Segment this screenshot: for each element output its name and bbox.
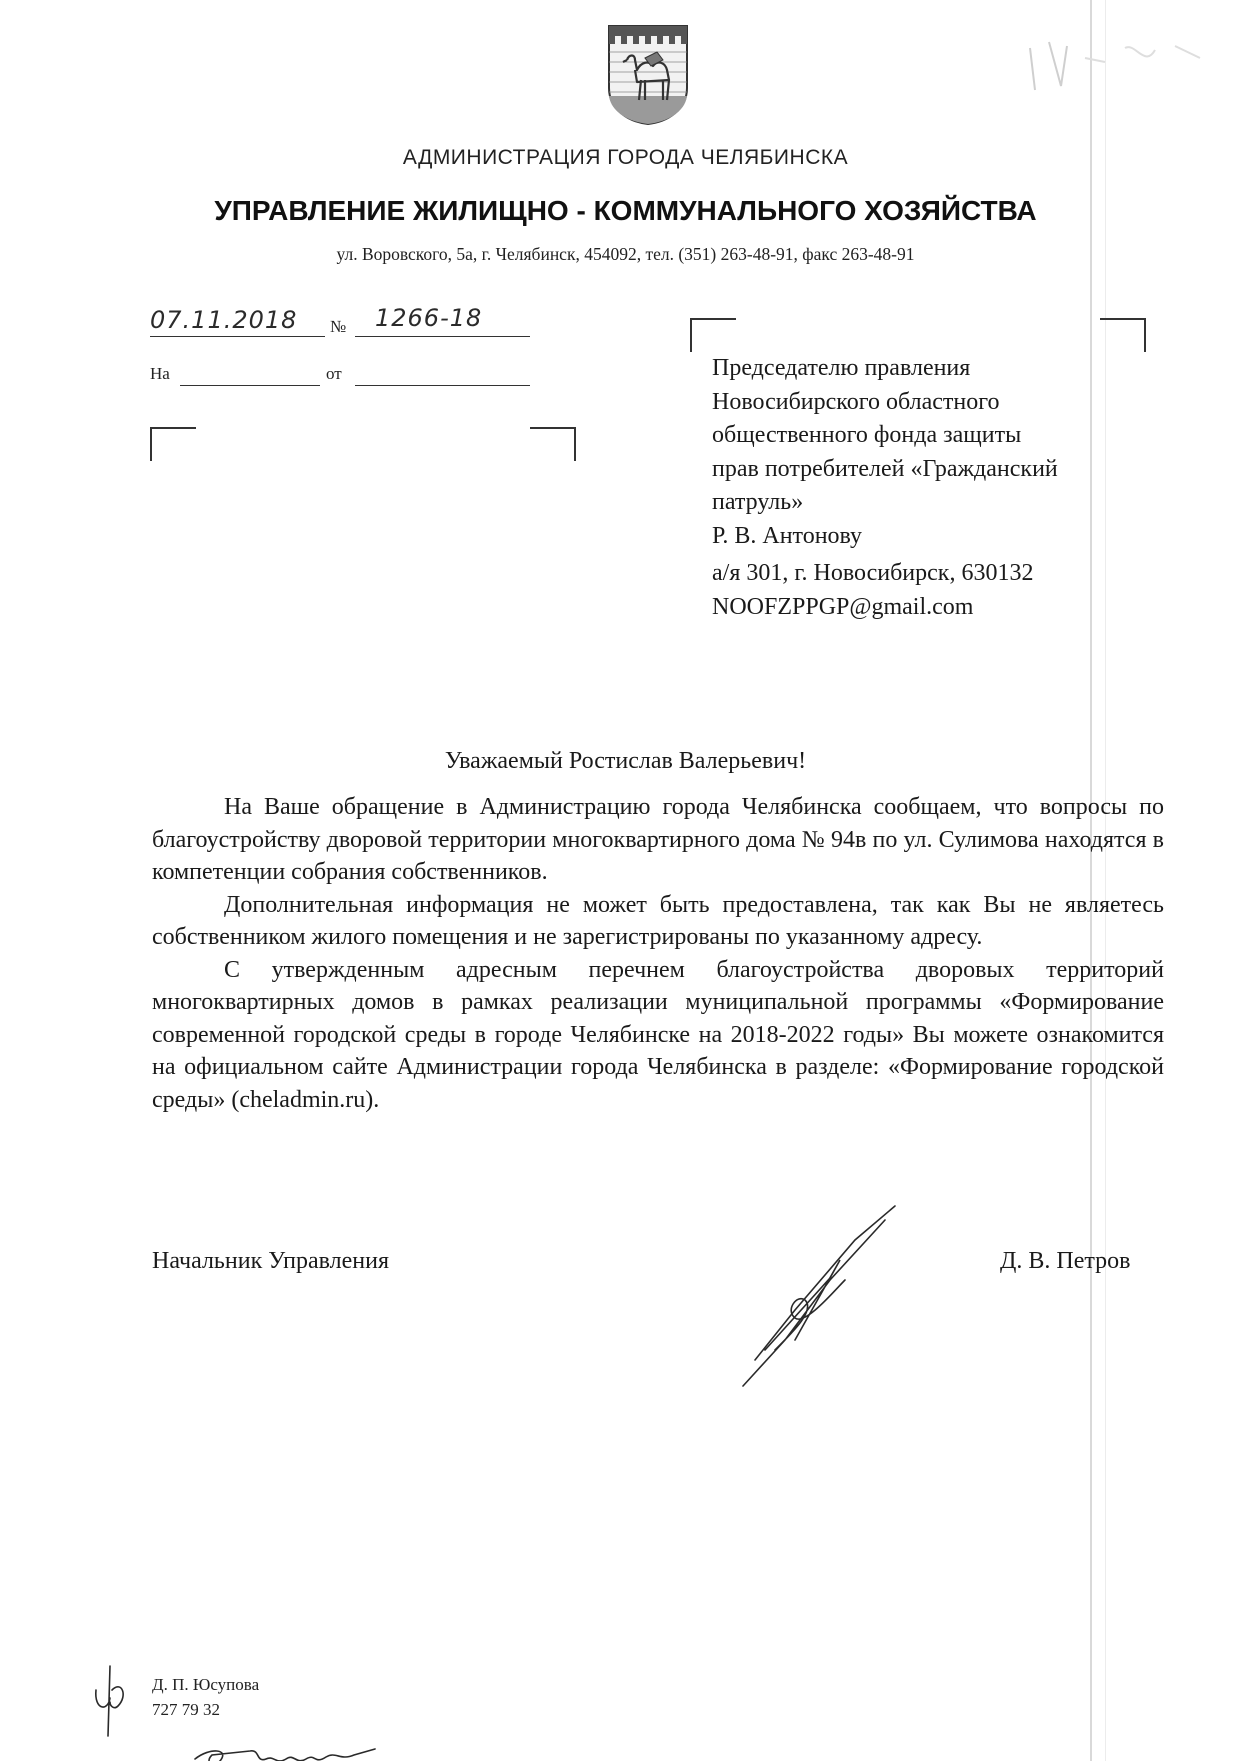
salutation: Уважаемый Ростислав Валерьевич! xyxy=(444,748,807,774)
recipient-bracket-open xyxy=(690,318,736,352)
body-paragraph: С утвержденным адресным перечнем благоустройства дворовых территорий многоквартирных домов в рамках реализации муниципальной программы «Формирование современной городской среды в городе Челябинске на 2018-2022 годы» Вы можете ознакомится на официальном сайте Администрации города Челябинска в разделе: «Формирование городской среды» (cheladmin.ru). xyxy=(152,956,1164,1113)
initial-mark xyxy=(88,1660,133,1740)
left-field-bracket-close xyxy=(530,427,576,461)
reference-underline xyxy=(180,385,320,386)
body-paragraph: Дополнительная информация не может быть предоставлена, так как Вы не являетесь собственником жилого помещения и не зарегистрированы по указанному адресу. xyxy=(152,891,1164,950)
recipient-line: Р. В. Антонову xyxy=(712,522,863,549)
recipient-line: Председателю правления xyxy=(712,355,971,381)
bottom-signature-scribble xyxy=(190,1745,380,1761)
department-address: ул. Воровского, 5а, г. Челябинск, 454092, тел. (351) 263-48-91, факс 263-48-91 xyxy=(336,244,915,264)
recipient-line: Новосибирского областного xyxy=(712,388,1000,415)
number-label: № xyxy=(330,317,347,336)
left-field-bracket-open xyxy=(150,427,196,461)
signatory-position: Начальник Управления xyxy=(152,1248,389,1274)
recipient-line: прав потребителей «Гражданский xyxy=(712,455,1058,482)
from-underline xyxy=(355,385,530,386)
reference-label: На xyxy=(150,364,170,383)
recipient-block xyxy=(712,352,1132,554)
recipient-bracket-close xyxy=(1100,318,1146,352)
signature-scribble xyxy=(735,1200,905,1390)
department-title: УПРАВЛЕНИЕ ЖИЛИЩНО - КОММУНАЛЬНОГО ХОЗЯЙСТВА xyxy=(214,195,1037,226)
recipient-line: патруль» xyxy=(712,489,804,516)
executor-phone: 727 79 32 xyxy=(152,1700,220,1719)
recipient-address-block xyxy=(712,557,1033,624)
recipient-line: общественного фонда защиты xyxy=(712,422,1022,449)
administration-title: АДМИНИСТРАЦИЯ ГОРОДА ЧЕЛЯБИНСКА xyxy=(402,146,849,169)
registration-number: 1266-18 xyxy=(375,304,483,332)
executor-block xyxy=(152,1672,259,1722)
registration-date: 07.11.2018 xyxy=(150,306,298,334)
number-underline xyxy=(355,336,530,337)
body-paragraph: На Ваше обращение в Администрацию города Челябинска сообщаем, что вопросы по благоустройству дворовой территории многоквартирного дома № 94в по ул. Сулимова находятся в компетенции собрания собственников. xyxy=(152,794,1164,885)
from-label: от xyxy=(326,364,342,383)
executor-name: Д. П. Юсупова xyxy=(152,1675,260,1694)
chelyabinsk-coat-of-arms-icon xyxy=(605,22,691,126)
faint-handwritten-corner-mark xyxy=(1025,28,1215,108)
letter-body xyxy=(152,791,1164,1116)
date-underline xyxy=(150,336,325,337)
recipient-postal-address: а/я 301, г. Новосибирск, 630132 xyxy=(712,560,1034,586)
recipient-email: NOOFZPPGP@gmail.com xyxy=(712,593,974,620)
signatory-name: Д. В. Петров xyxy=(1000,1248,1131,1274)
